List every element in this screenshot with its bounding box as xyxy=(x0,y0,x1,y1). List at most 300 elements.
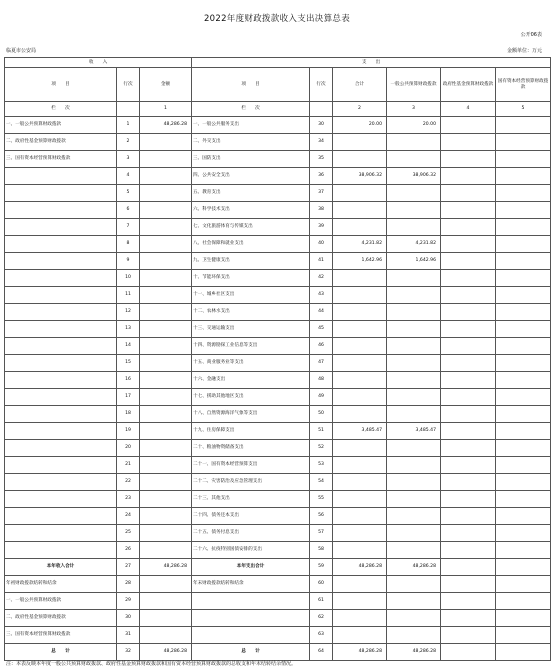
income-row-no: 30 xyxy=(117,610,140,627)
income-item xyxy=(5,287,117,304)
income-item xyxy=(5,202,117,219)
general-budget-amount xyxy=(387,287,441,304)
income-amount xyxy=(140,270,192,287)
state-capital-amount xyxy=(496,644,551,661)
income-amount xyxy=(140,287,192,304)
income-amount xyxy=(140,321,192,338)
total-amount: 1,642.96 xyxy=(333,253,387,270)
state-capital-amount xyxy=(496,151,551,168)
general-budget-amount xyxy=(387,576,441,593)
table-row xyxy=(5,236,551,253)
income-item xyxy=(5,321,117,338)
index-row xyxy=(5,102,551,117)
state-capital-amount xyxy=(496,627,551,644)
expense-row-no: 45 xyxy=(310,321,333,338)
income-row-no: 19 xyxy=(117,423,140,440)
general-budget-amount: 38,906.32 xyxy=(387,168,441,185)
income-row-no: 21 xyxy=(117,457,140,474)
income-amount xyxy=(140,610,192,627)
state-capital-amount xyxy=(496,593,551,610)
income-row-no: 2 xyxy=(117,134,140,151)
income-amount xyxy=(140,372,192,389)
general-budget-amount xyxy=(387,491,441,508)
state-capital-amount xyxy=(496,355,551,372)
expense-row-no: 54 xyxy=(310,474,333,491)
table-row xyxy=(5,185,551,202)
total-amount xyxy=(333,474,387,491)
gov-fund-amount xyxy=(441,134,496,151)
subtotal-total: 48,286.28 xyxy=(333,559,387,576)
expense-item xyxy=(192,610,310,627)
state-capital-amount xyxy=(496,542,551,559)
income-row-no: 29 xyxy=(117,593,140,610)
income-subtotal-amount: 48,286.28 xyxy=(140,559,192,576)
state-capital-amount xyxy=(496,168,551,185)
income-amount xyxy=(140,423,192,440)
expense-row-no: 51 xyxy=(310,423,333,440)
state-capital-amount xyxy=(496,576,551,593)
income-row-no: 8 xyxy=(117,236,140,253)
expense-item: 十七、援助其他地区支出 xyxy=(192,389,310,406)
state-capital-amount xyxy=(496,185,551,202)
income-item xyxy=(5,440,117,457)
general-budget-amount: 4,231.82 xyxy=(387,236,441,253)
income-item xyxy=(5,253,117,270)
table-row xyxy=(5,457,551,474)
total-amount xyxy=(333,627,387,644)
total-amount xyxy=(333,610,387,627)
gov-fund-amount xyxy=(441,168,496,185)
general-budget-amount xyxy=(387,457,441,474)
grand-total: 48,286.28 xyxy=(333,644,387,661)
general-budget-amount xyxy=(387,219,441,236)
gov-fund-amount xyxy=(441,236,496,253)
expense-item: 十九、住房保障支出 xyxy=(192,423,310,440)
general-budget-amount xyxy=(387,134,441,151)
income-row-no: 7 xyxy=(117,219,140,236)
income-row-no: 20 xyxy=(117,440,140,457)
table-row xyxy=(5,440,551,457)
gov-fund-amount xyxy=(441,270,496,287)
income-item: 一、一般公共预算财政拨款 xyxy=(5,117,117,134)
expense-item: 七、文化旅游体育与传媒支出 xyxy=(192,219,310,236)
income-item xyxy=(5,219,117,236)
state-capital-amount xyxy=(496,117,551,134)
state-capital-amount xyxy=(496,559,551,576)
income-amount xyxy=(140,593,192,610)
total-amount xyxy=(333,202,387,219)
organization-name: 临夏市公安局 xyxy=(6,48,37,54)
gov-fund-header: 政府性基金预算财政拨款 xyxy=(441,68,496,102)
state-capital-amount xyxy=(496,491,551,508)
form-number: 公开06表 xyxy=(520,32,542,38)
income-item: 三、国有资本经营预算财政拨款 xyxy=(5,151,117,168)
general-budget-amount xyxy=(387,593,441,610)
income-row-no: 24 xyxy=(117,508,140,525)
total-amount: 20.00 xyxy=(333,117,387,134)
state-capital-amount xyxy=(496,457,551,474)
gov-fund-amount xyxy=(441,202,496,219)
budget-table xyxy=(4,57,551,661)
gov-fund-amount xyxy=(441,610,496,627)
state-capital-amount xyxy=(496,508,551,525)
income-row-no: 32 xyxy=(117,644,140,661)
expense-item: 十四、资源勘探工业信息等支出 xyxy=(192,338,310,355)
gov-fund-amount xyxy=(441,593,496,610)
expense-row-no: 50 xyxy=(310,406,333,423)
income-grand-amount: 48,286.28 xyxy=(140,644,192,661)
subtotal-row xyxy=(5,559,551,576)
income-amount xyxy=(140,508,192,525)
total-amount xyxy=(333,185,387,202)
general-budget-amount xyxy=(387,355,441,372)
general-budget-amount xyxy=(387,627,441,644)
income-item xyxy=(5,542,117,559)
expense-item: 二十三、其他支出 xyxy=(192,491,310,508)
income-item: 二、政府性基金预算财政拨款 xyxy=(5,134,117,151)
table-row xyxy=(5,270,551,287)
expense-row-no: 63 xyxy=(310,627,333,644)
index-col3: 3 xyxy=(387,102,441,117)
total-amount xyxy=(333,338,387,355)
income-amount xyxy=(140,627,192,644)
total-amount xyxy=(333,542,387,559)
income-row-no: 18 xyxy=(117,406,140,423)
expense-row-no: 40 xyxy=(310,236,333,253)
income-row-no: 11 xyxy=(117,287,140,304)
gov-fund-amount xyxy=(441,355,496,372)
income-item xyxy=(5,185,117,202)
income-row-no: 23 xyxy=(117,491,140,508)
gov-fund-amount xyxy=(441,389,496,406)
income-amount xyxy=(140,202,192,219)
general-budget-amount xyxy=(387,542,441,559)
general-budget-amount xyxy=(387,440,441,457)
gov-fund-amount xyxy=(441,440,496,457)
report-title: 2022年度财政拨款收入支出决算总表 xyxy=(203,14,351,24)
income-item xyxy=(5,491,117,508)
general-budget-amount xyxy=(387,474,441,491)
expense-row-no: 58 xyxy=(310,542,333,559)
expense-item: 十一、城乡社区支出 xyxy=(192,287,310,304)
expense-row-no: 35 xyxy=(310,151,333,168)
income-item xyxy=(5,236,117,253)
general-budget-header: 一般公共预算财政拨款 xyxy=(387,68,441,102)
general-budget-amount xyxy=(387,508,441,525)
total-amount xyxy=(333,287,387,304)
state-capital-amount xyxy=(496,219,551,236)
gov-fund-amount xyxy=(441,321,496,338)
carryover-row xyxy=(5,610,551,627)
income-amount xyxy=(140,253,192,270)
income-row-no: 28 xyxy=(117,576,140,593)
gov-fund-amount xyxy=(441,559,496,576)
income-row-no: 27 xyxy=(117,559,140,576)
expense-row-no: 42 xyxy=(310,270,333,287)
state-capital-amount xyxy=(496,406,551,423)
expense-row-no: 53 xyxy=(310,457,333,474)
column-header-row xyxy=(5,68,551,102)
expense-row-no: 52 xyxy=(310,440,333,457)
carryover-row xyxy=(5,576,551,593)
income-item xyxy=(5,270,117,287)
income-row-no: 5 xyxy=(117,185,140,202)
table-row xyxy=(5,474,551,491)
carryover-row xyxy=(5,627,551,644)
expense-item: 年末财政拨款结转和结余 xyxy=(192,576,310,593)
table-row xyxy=(5,253,551,270)
expense-item: 六、科学技术支出 xyxy=(192,202,310,219)
gov-fund-amount xyxy=(441,644,496,661)
expense-row-no: 37 xyxy=(310,185,333,202)
income-item xyxy=(5,457,117,474)
gov-fund-amount xyxy=(441,525,496,542)
gov-fund-amount xyxy=(441,219,496,236)
index-amount: 1 xyxy=(140,102,192,117)
expense-subtotal-label: 本年支出合计 xyxy=(192,559,310,576)
gov-fund-amount xyxy=(441,304,496,321)
gov-fund-amount xyxy=(441,576,496,593)
total-amount xyxy=(333,457,387,474)
income-item xyxy=(5,372,117,389)
total-amount: 3,485.47 xyxy=(333,423,387,440)
income-row-no: 1 xyxy=(117,117,140,134)
income-row-no: 25 xyxy=(117,525,140,542)
income-amount xyxy=(140,406,192,423)
gov-fund-amount xyxy=(441,508,496,525)
general-budget-amount xyxy=(387,270,441,287)
income-item xyxy=(5,508,117,525)
expense-row-no: 64 xyxy=(310,644,333,661)
grand-total-row xyxy=(5,644,551,661)
expense-grand-label: 总 计 xyxy=(192,644,310,661)
total-amount: 38,906.32 xyxy=(333,168,387,185)
state-capital-amount xyxy=(496,525,551,542)
income-amount xyxy=(140,491,192,508)
expense-item: 二、外交支出 xyxy=(192,134,310,151)
table-row xyxy=(5,508,551,525)
expense-row-no: 59 xyxy=(310,559,333,576)
income-item xyxy=(5,168,117,185)
total-amount xyxy=(333,440,387,457)
income-amount xyxy=(140,168,192,185)
income-row-no: 6 xyxy=(117,202,140,219)
total-amount xyxy=(333,134,387,151)
income-item: 年初财政拨款结转和结余 xyxy=(5,576,117,593)
total-amount xyxy=(333,406,387,423)
subtotal-general: 48,286.28 xyxy=(387,559,441,576)
index-col2: 2 xyxy=(333,102,387,117)
total-amount xyxy=(333,304,387,321)
expense-row-no: 30 xyxy=(310,117,333,134)
income-amount xyxy=(140,134,192,151)
total-amount xyxy=(333,576,387,593)
table-row xyxy=(5,321,551,338)
expense-item: 十八、自然资源海洋气象等支出 xyxy=(192,406,310,423)
table-row xyxy=(5,423,551,440)
income-row-no: 26 xyxy=(117,542,140,559)
table-row xyxy=(5,491,551,508)
income-item xyxy=(5,304,117,321)
expense-row-no: 55 xyxy=(310,491,333,508)
general-budget-amount xyxy=(387,525,441,542)
income-amount xyxy=(140,219,192,236)
total-amount xyxy=(333,491,387,508)
total-amount xyxy=(333,508,387,525)
income-subtotal-label: 本年收入合计 xyxy=(5,559,117,576)
table-row xyxy=(5,304,551,321)
expense-item: 十二、农林水支出 xyxy=(192,304,310,321)
income-row-no: 31 xyxy=(117,627,140,644)
general-budget-amount xyxy=(387,372,441,389)
income-item xyxy=(5,525,117,542)
general-budget-amount xyxy=(387,610,441,627)
income-amount xyxy=(140,457,192,474)
income-row-no: 9 xyxy=(117,253,140,270)
income-item-header: 项 目 xyxy=(5,68,117,102)
table-row xyxy=(5,542,551,559)
gov-fund-amount xyxy=(441,423,496,440)
expense-item: 二十五、债务付息支出 xyxy=(192,525,310,542)
table-row xyxy=(5,219,551,236)
total-amount xyxy=(333,151,387,168)
table-row xyxy=(5,117,551,134)
expense-header: 支 出 xyxy=(192,58,551,68)
gov-fund-amount xyxy=(441,287,496,304)
income-item xyxy=(5,474,117,491)
income-item xyxy=(5,406,117,423)
income-amount xyxy=(140,338,192,355)
total-amount xyxy=(333,321,387,338)
state-capital-amount xyxy=(496,304,551,321)
total-amount xyxy=(333,593,387,610)
gov-fund-amount xyxy=(441,406,496,423)
state-capital-amount xyxy=(496,389,551,406)
expense-row-no: 44 xyxy=(310,304,333,321)
grand-general: 48,286.28 xyxy=(387,644,441,661)
general-budget-amount: 1,642.96 xyxy=(387,253,441,270)
income-amount xyxy=(140,355,192,372)
index-col5: 5 xyxy=(496,102,551,117)
expense-item: 一、一般公共服务支出 xyxy=(192,117,310,134)
expense-rowno-header: 行次 xyxy=(310,68,333,102)
income-amount xyxy=(140,525,192,542)
income-rowno-header: 行次 xyxy=(117,68,140,102)
general-budget-amount xyxy=(387,389,441,406)
expense-row-no: 39 xyxy=(310,219,333,236)
total-amount: 4,231.82 xyxy=(333,236,387,253)
gov-fund-amount xyxy=(441,117,496,134)
income-amount xyxy=(140,474,192,491)
table-row xyxy=(5,202,551,219)
income-amount xyxy=(140,576,192,593)
income-grand-label: 总 计 xyxy=(5,644,117,661)
gov-fund-amount xyxy=(441,185,496,202)
expense-row-no: 43 xyxy=(310,287,333,304)
income-item xyxy=(5,355,117,372)
index-col4: 4 xyxy=(441,102,496,117)
state-capital-amount xyxy=(496,270,551,287)
general-budget-amount xyxy=(387,304,441,321)
index-label: 栏 次 xyxy=(192,102,310,117)
state-capital-header: 国有资本经营预算财政拨款 xyxy=(496,68,551,102)
table-row xyxy=(5,389,551,406)
income-item xyxy=(5,389,117,406)
income-row-no: 13 xyxy=(117,321,140,338)
gov-fund-amount xyxy=(441,253,496,270)
gov-fund-amount xyxy=(441,372,496,389)
gov-fund-amount xyxy=(441,474,496,491)
index-label: 栏 次 xyxy=(5,102,117,117)
gov-fund-amount xyxy=(441,338,496,355)
income-row-no: 16 xyxy=(117,372,140,389)
table-row xyxy=(5,525,551,542)
income-item: 一、一般公共预算财政拨款 xyxy=(5,593,117,610)
expense-item: 二十、粮油物资储备支出 xyxy=(192,440,310,457)
expense-item xyxy=(192,593,310,610)
state-capital-amount xyxy=(496,440,551,457)
gov-fund-amount xyxy=(441,457,496,474)
income-amount xyxy=(140,542,192,559)
expense-item-header: 项 目 xyxy=(192,68,310,102)
state-capital-amount xyxy=(496,474,551,491)
income-amount xyxy=(140,389,192,406)
income-row-no: 15 xyxy=(117,355,140,372)
general-budget-amount xyxy=(387,406,441,423)
total-header: 合计 xyxy=(333,68,387,102)
table-row xyxy=(5,151,551,168)
expense-row-no: 34 xyxy=(310,134,333,151)
general-budget-amount: 20.00 xyxy=(387,117,441,134)
table-row xyxy=(5,287,551,304)
expense-row-no: 41 xyxy=(310,253,333,270)
income-item xyxy=(5,338,117,355)
income-row-no: 3 xyxy=(117,151,140,168)
expense-row-no: 56 xyxy=(310,508,333,525)
total-amount xyxy=(333,219,387,236)
footnote: 注：本表反映本年度一般公共预算财政拨款、政府性基金预算财政拨款和国有资本经营预算财政拨款的总收支和年末结转结余情况。 xyxy=(6,661,297,667)
expense-row-no: 60 xyxy=(310,576,333,593)
state-capital-amount xyxy=(496,610,551,627)
general-budget-amount xyxy=(387,185,441,202)
expense-item: 十六、金融支出 xyxy=(192,372,310,389)
expense-item: 二十一、国有资本经营预算支出 xyxy=(192,457,310,474)
income-amount xyxy=(140,304,192,321)
general-budget-amount xyxy=(387,151,441,168)
table-row xyxy=(5,338,551,355)
state-capital-amount xyxy=(496,287,551,304)
expense-row-no: 46 xyxy=(310,338,333,355)
income-row-no: 17 xyxy=(117,389,140,406)
income-amount xyxy=(140,151,192,168)
income-amount-header: 金额 xyxy=(140,68,192,102)
expense-item: 二十四、债务还本支出 xyxy=(192,508,310,525)
income-amount xyxy=(140,236,192,253)
state-capital-amount xyxy=(496,423,551,440)
total-amount xyxy=(333,525,387,542)
state-capital-amount xyxy=(496,338,551,355)
expense-row-no: 57 xyxy=(310,525,333,542)
expense-item: 十、节能环保支出 xyxy=(192,270,310,287)
expense-item: 八、社会保障和就业支出 xyxy=(192,236,310,253)
gov-fund-amount xyxy=(441,491,496,508)
unit-label: 金额单位：万元 xyxy=(506,48,542,54)
expense-item: 十五、商业服务业等支出 xyxy=(192,355,310,372)
expense-item xyxy=(192,627,310,644)
gov-fund-amount xyxy=(441,542,496,559)
total-amount xyxy=(333,389,387,406)
state-capital-amount xyxy=(496,236,551,253)
